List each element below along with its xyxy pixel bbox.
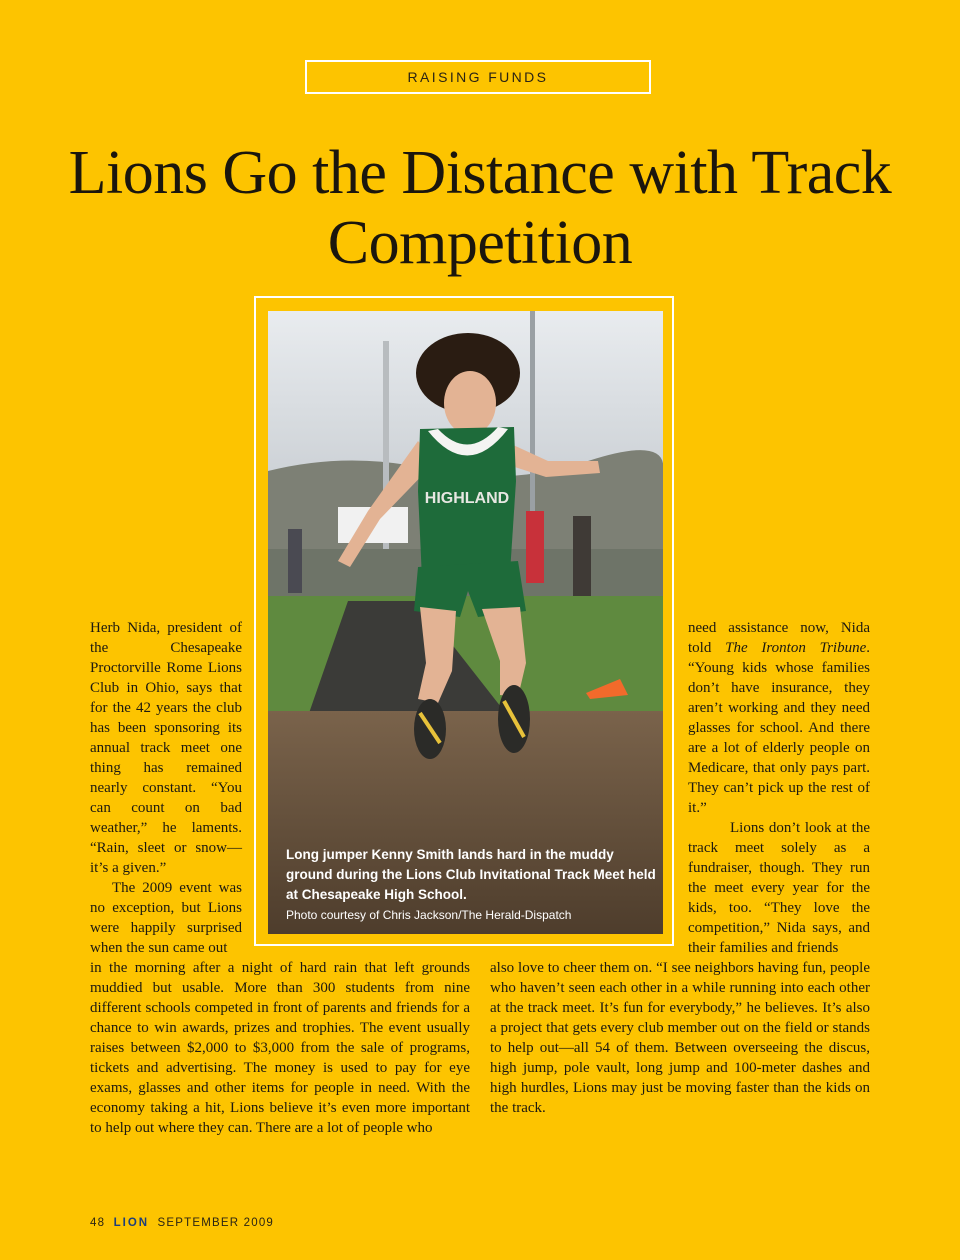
paragraph: also love to cheer them on. “I see neighbors having fun, people who haven’t seen each other in a while running into each other at the track meet. It’s fun for everybody,” he believes. It’s also a project that gets every club member out on the field or stands to help out—all 54 of them. Between overseeing the discus, high jump, pole vault, long jump and 100-meter dashes and high hurdles, Lions may just be moving faster than the kids on the track.: [490, 960, 870, 1116]
paragraph: [688, 618, 870, 818]
photo-caption: [286, 845, 656, 925]
text: . “Young kids whose families don’t have insurance, they aren’t working and they need glasses for school. And there are a lot of elderly people on Medicare, that only pays part. They can’t pick up the rest of it.”: [688, 640, 871, 816]
headline: Lions Go the Distance with Track Competition: [68, 139, 892, 277]
paragraph: in the morning after a night of hard rain that left grounds muddied but usable. More than 300 students from nine different schools competed in front of parents and friends for a chance to win awards, prizes and trophies. The event usually raises between $2,000 to $3,000 from the sale of programs, tickets and advertising. The money is used to pay for eye exams, glasses and other items for people in need. With the economy taking a hit, Lions believe it’s even more important to help out where they can. There are a lot of people who: [90, 960, 470, 1136]
publication-name: The Ironton Tribune: [725, 640, 867, 656]
spectator: [288, 529, 302, 593]
photo-credit: Photo courtesy of Chris Jackson/The Herald-Dispatch: [286, 908, 572, 922]
caption-text: Long jumper Kenny Smith lands hard in the muddy ground during the Lions Club Invitational Track Meet held at Chesapeake High School.: [286, 847, 656, 902]
paragraph: The 2009 event was no exception, but Lions were happily surprised when the sun came out: [90, 880, 242, 956]
paragraph: Lions don’t look at the track meet solely as a fundraiser, though. They run the meet every year for the kids, too. “They love the competition,” Nida says, and their families and friends: [688, 820, 870, 956]
paragraph: Herb Nida, president of the Chesapeake Proctorville Rome Lions Club in Ohio, says that for the 42 years the club has been sponsoring its annual track meet one thing has remained nearly constant. “You can count on bad weather,” he laments. “Rain, sleet or snow—it’s a given.”: [90, 620, 242, 876]
article-col-right-bottom: [490, 958, 870, 1118]
magazine-name: LION: [113, 1217, 150, 1229]
athlete-face: [444, 371, 496, 435]
issue-date: SEPTEMBER 2009: [157, 1217, 275, 1229]
article-col-left-top: [90, 618, 242, 958]
page-number: 48: [90, 1217, 106, 1229]
spectator: [573, 516, 591, 601]
article-col-right-top: [688, 618, 870, 958]
page-footer: [90, 1217, 274, 1229]
article-col-left-bottom: [90, 958, 470, 1138]
spectator: [526, 511, 544, 583]
jersey-lettering: HIGHLAND: [424, 490, 510, 507]
section-label: RAISING FUNDS: [305, 60, 651, 94]
text: need assistance now, Nida told: [688, 620, 870, 656]
photo: [268, 311, 663, 934]
long-jumper-illustration: [268, 311, 663, 934]
